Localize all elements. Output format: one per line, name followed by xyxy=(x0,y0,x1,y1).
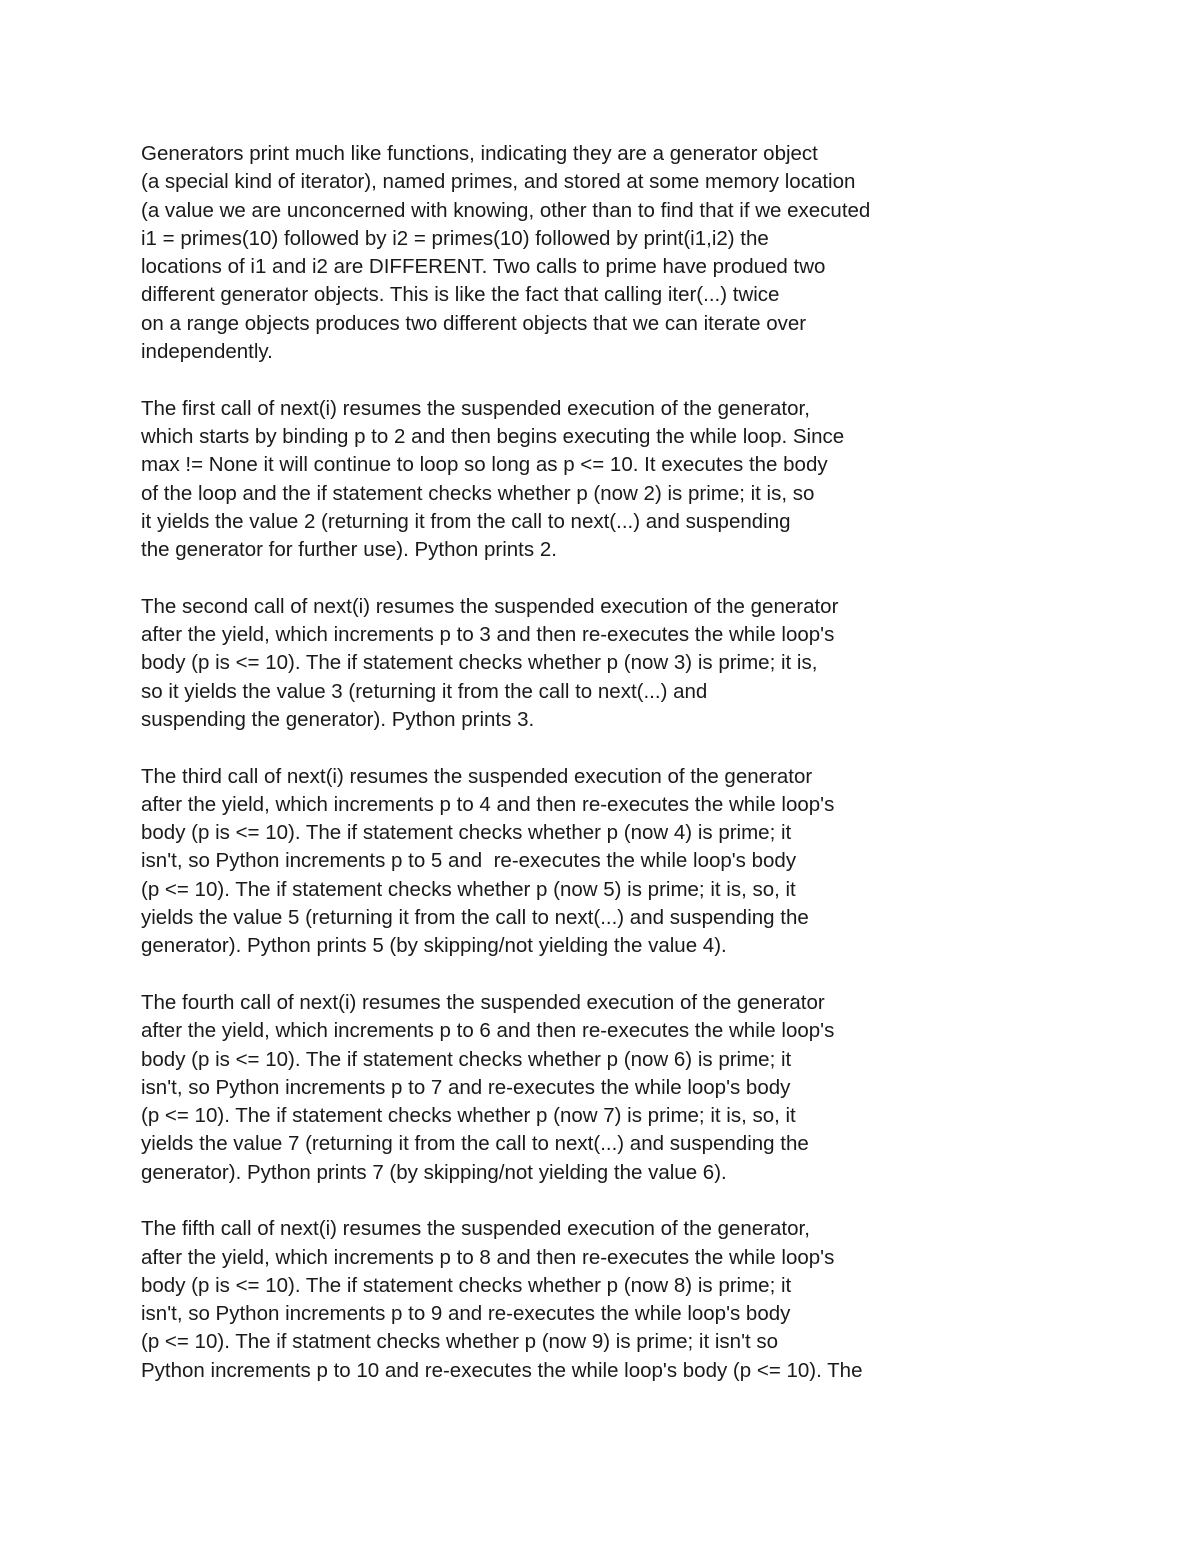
text-line: it yields the value 2 (returning it from the call to next(...) and suspending xyxy=(141,509,791,533)
text-line: after the yield, which increments p to 8 and then re-executes the while loop's xyxy=(141,1245,835,1269)
text-line: isn't, so Python increments p to 7 and re-executes the while loop's body xyxy=(141,1075,791,1099)
text-line: (a value we are unconcerned with knowing, other than to find that if we executed xyxy=(141,198,871,222)
text-line: the generator for further use). Python prints 2. xyxy=(141,538,557,562)
text-line: The second call of next(i) resumes the suspended execution of the generator xyxy=(141,594,839,618)
text-line: body (p is <= 10). The if statement checks whether p (now 8) is prime; it xyxy=(141,1273,792,1297)
text-line: suspending the generator). Python prints 3. xyxy=(141,707,535,731)
text-line: (p <= 10). The if statment checks whether p (now 9) is prime; it isn't so xyxy=(141,1330,779,1354)
text-line: i1 = primes(10) followed by i2 = primes(10) followed by print(i1,i2) the xyxy=(141,226,769,250)
text-line: different generator objects. This is like the fact that calling iter(...) twice xyxy=(141,283,780,307)
text-line: after the yield, which increments p to 3 and then re-executes the while loop's xyxy=(141,623,835,647)
text-line: body (p is <= 10). The if statement checks whether p (now 3) is prime; it is, xyxy=(141,651,818,675)
document-page xyxy=(141,140,1141,1413)
paragraph-generator-objects xyxy=(141,140,1141,366)
paragraph-second-call xyxy=(141,593,1141,734)
paragraph-fifth-call xyxy=(141,1215,1141,1385)
text-line: of the loop and the if statement checks whether p (now 2) is prime; it is, so xyxy=(141,481,815,505)
text-line: yields the value 7 (returning it from the call to next(...) and suspending the xyxy=(141,1132,809,1156)
text-line: isn't, so Python increments p to 5 and re-executes the while loop's body xyxy=(141,849,797,873)
text-line: (p <= 10). The if statement checks whether p (now 7) is prime; it is, so, it xyxy=(141,1104,796,1128)
text-line: after the yield, which increments p to 6 and then re-executes the while loop's xyxy=(141,1019,835,1043)
text-line: so it yields the value 3 (returning it from the call to next(...) and xyxy=(141,679,708,703)
text-line: body (p is <= 10). The if statement checks whether p (now 4) is prime; it xyxy=(141,821,792,845)
text-line: The first call of next(i) resumes the suspended execution of the generator, xyxy=(141,396,810,420)
text-line: generator). Python prints 7 (by skipping/not yielding the value 6). xyxy=(141,1160,727,1184)
text-line: The fourth call of next(i) resumes the suspended execution of the generator xyxy=(141,990,825,1014)
text-line: Python increments p to 10 and re-executes the while loop's body (p <= 10). The xyxy=(141,1358,863,1382)
text-line: The third call of next(i) resumes the suspended execution of the generator xyxy=(141,764,813,788)
text-line: Generators print much like functions, indicating they are a generator object xyxy=(141,142,818,165)
text-line: on a range objects produces two different objects that we can iterate over xyxy=(141,311,807,335)
text-line: max != None it will continue to loop so long as p <= 10. It executes the body xyxy=(141,453,828,477)
text-line: (p <= 10). The if statement checks whether p (now 5) is prime; it is, so, it xyxy=(141,877,796,901)
text-line: after the yield, which increments p to 4 and then re-executes the while loop's xyxy=(141,792,835,816)
text-line: yields the value 5 (returning it from the call to next(...) and suspending the xyxy=(141,906,809,930)
text-line: The fifth call of next(i) resumes the suspended execution of the generator, xyxy=(141,1217,810,1241)
paragraph-third-call xyxy=(141,763,1141,961)
text-line: which starts by binding p to 2 and then begins executing the while loop. Since xyxy=(141,424,845,448)
text-line: (a special kind of iterator), named primes, and stored at some memory location xyxy=(141,170,856,194)
text-line: locations of i1 and i2 are DIFFERENT. Two calls to prime have produed two xyxy=(141,255,826,279)
paragraph-fourth-call xyxy=(141,989,1141,1187)
text-line: body (p is <= 10). The if statement checks whether p (now 6) is prime; it xyxy=(141,1047,792,1071)
text-line: isn't, so Python increments p to 9 and re-executes the while loop's body xyxy=(141,1302,791,1326)
text-line: generator). Python prints 5 (by skipping/not yielding the value 4). xyxy=(141,934,727,958)
text-line: independently. xyxy=(141,340,273,364)
paragraph-first-call xyxy=(141,395,1141,565)
